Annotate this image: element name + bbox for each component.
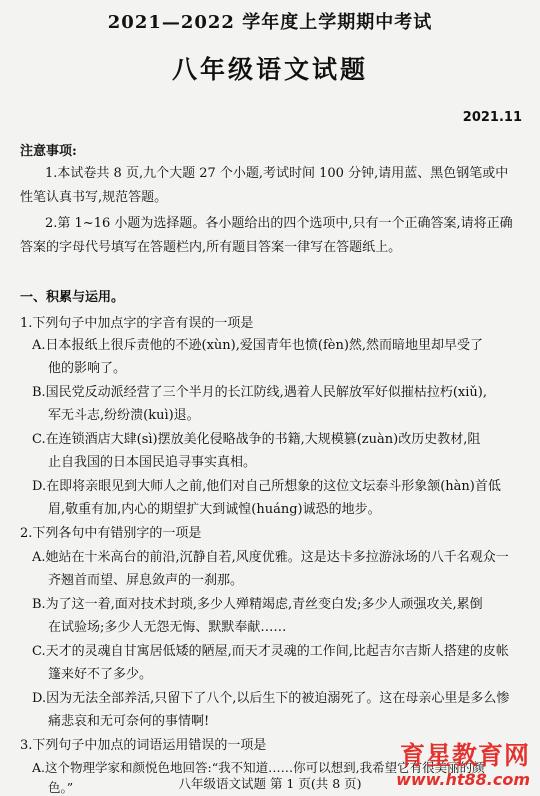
exam-title: 2021—2022 学年度上学期期中考试 (107, 12, 433, 33)
question-2-option-d: D.因为无法全部养活,只留下了八个,以后生下的被迫溺死了。这在母亲心里是多么惨 (32, 691, 510, 706)
watermark-brand: 育星教育网 (399, 741, 530, 770)
subject-title: 八年级语文试题 (171, 55, 368, 84)
question-2-option-b: B.为了这一着,面对技术封琐,多少人殚精竭虑,青丝变白发;多少人顽强攻关,累倒 (32, 597, 483, 612)
question-3-option-a: A.这个物理学家和颜悦色地回答:“我不知道……你可以想到,我希望它有很美丽的颜 (32, 760, 485, 775)
exam-date: 2021.11 (462, 110, 522, 125)
question-1-stem: 1.下列句子中加点字的字音有误的一项是 (20, 316, 254, 331)
question-1-option-c-cont: 止自我国的日本国民追寻事实真相。 (48, 455, 257, 470)
watermark-logo (396, 736, 530, 789)
question-2-option-c-cont: 篷来好不了多少。 (48, 667, 153, 682)
notice-line: 1.本试卷共 8 页,九个大题 27 个小题,考试时间 100 分钟,请用蓝、黑色钢笔或中 (45, 166, 509, 181)
notice-line: 2.第 1~16 小题为选择题。各小题给出的四个选项中,只有一个正确答案,请将正确 (45, 216, 513, 231)
question-1-option-b: B.国民党反动派经营了三个半月的长江防线,遇着人民解放军好似摧枯拉朽(xiǔ), (32, 385, 487, 400)
question-1-option-d: D.在即将亲眼见到大师人之前,他们对自己所想象的这位文坛泰斗形象颔(hàn)首低 (32, 479, 501, 494)
question-2-option-d-cont: 痛悲哀和无可奈何的事情啊! (48, 714, 210, 729)
page-footer: 八年级语文试题 第 1 页(共 8 页) (178, 776, 362, 791)
question-2-option-c: C.天才的灵魂自甘寓居低矮的陋屋,而天才灵魂的工作间,比起吉尔吉斯人搭建的皮帐 (32, 644, 509, 659)
question-1-option-c: C.在连锁酒店大肆(sì)摆放美化侵略战争的书籍,大规模篡(zuàn)改历史教材,阻 (32, 432, 481, 447)
question-2-option-a: A.她站在十米高台的前沿,沉静自若,风度优雅。这是达卡多拉游泳场的八千名观众一 (32, 550, 509, 565)
question-3-option-a-cont: 色。” (48, 780, 74, 795)
section-heading: 一、积累与运用。 (20, 290, 125, 305)
notice-line: 答案的字母代号填写在答题栏内,所有题目答案一律写在答题纸上。 (20, 240, 402, 255)
question-1-option-b-cont: 军无斗志,纷纷溃(kuì)退。 (48, 408, 200, 423)
watermark-url: www.ht88.com (396, 770, 530, 789)
question-2-option-b-cont: 在试验场;多少人无怨无悔、默默奉献…… (48, 620, 287, 635)
question-3-stem: 3.下列句子中加点的词语运用错误的一项是 (20, 738, 267, 753)
question-2-option-a-cont: 齐翘首而望、屏息敛声的一刹那。 (48, 573, 244, 588)
notice-line: 性笔认真书写,规范答题。 (20, 190, 168, 205)
question-1-option-a: A.日本报纸上很斥责他的不逊(xùn),爱国青年也愤(fèn)然,然而暗地里却早受了 (32, 338, 484, 353)
question-1-option-d-cont: 眉,敬重有加,内心的期望扩大到诚惶(huáng)诚恐的地步。 (48, 502, 381, 517)
question-1-option-a-cont: 他的影响了。 (48, 361, 127, 376)
notice-heading: 注意事项: (20, 144, 77, 159)
question-2-stem: 2.下列各句中有错别字的一项是 (20, 526, 202, 541)
